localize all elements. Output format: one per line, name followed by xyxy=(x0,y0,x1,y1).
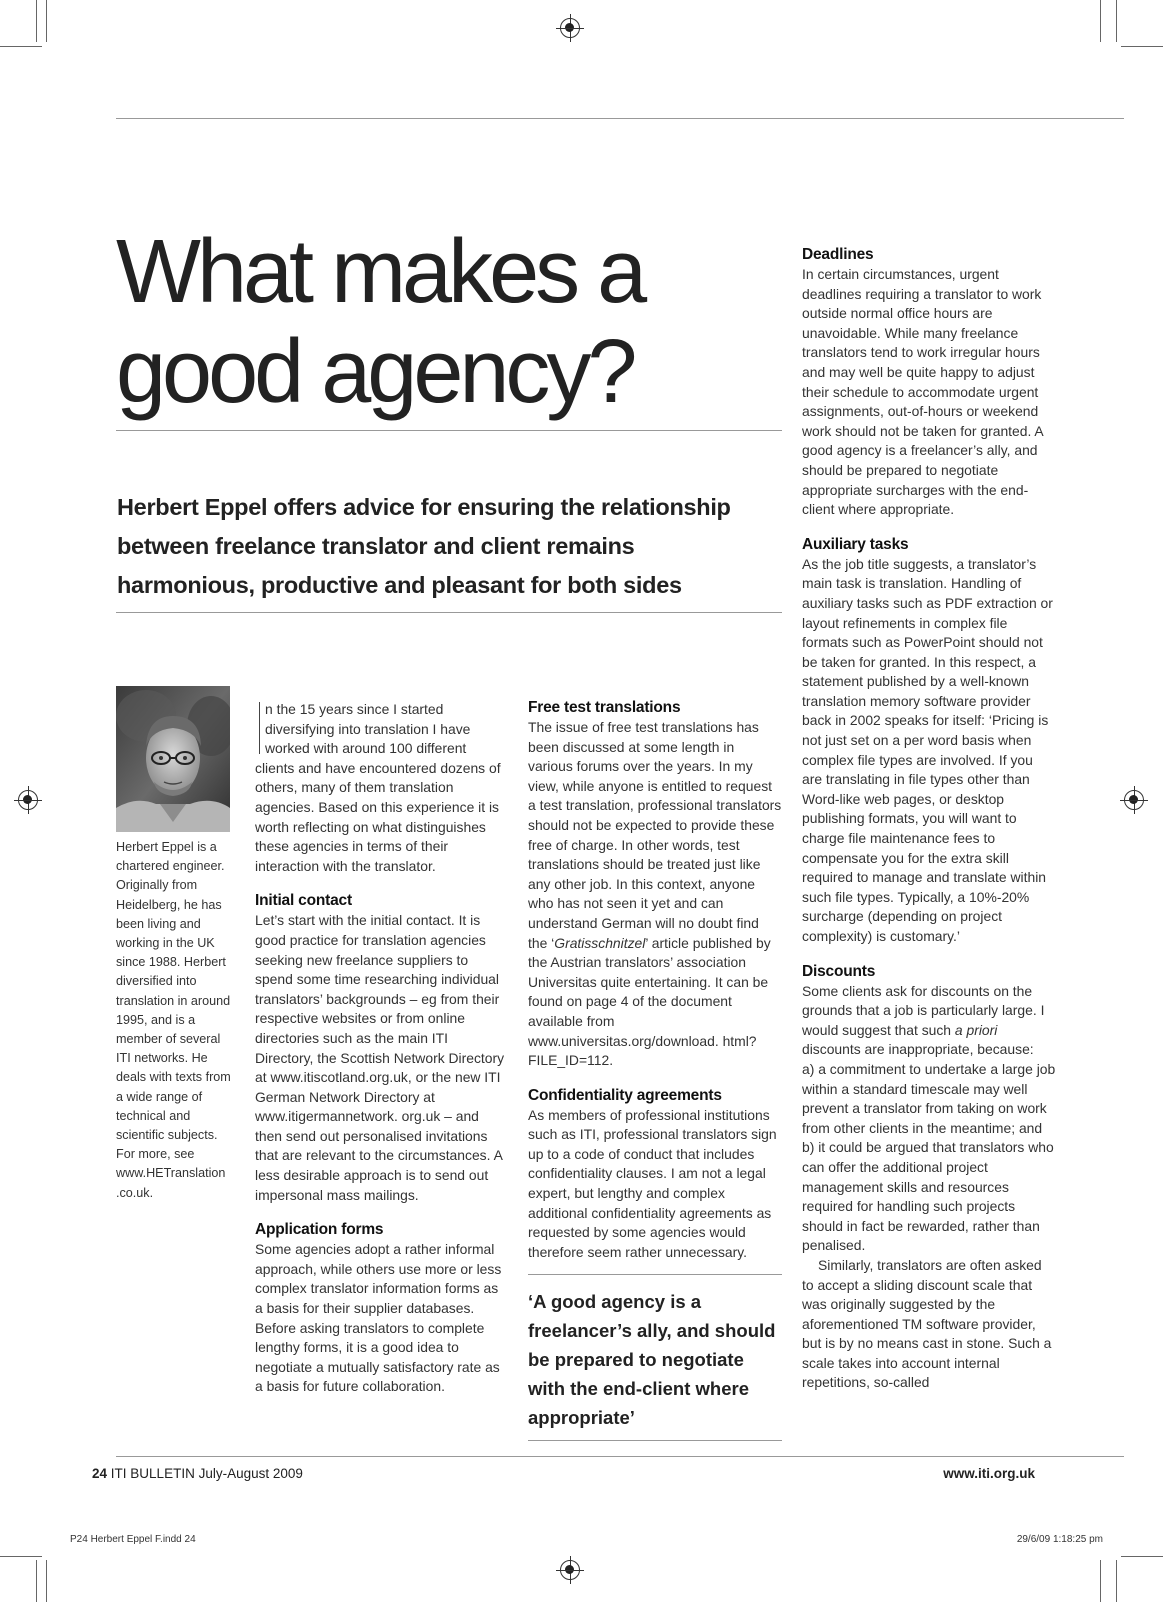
registration-mark-icon xyxy=(560,18,580,38)
paragraph-application-forms: Some agencies adopt a rather informal approach, while others use more or less complex translator information forms as a basis for their supplier databases. Before asking translators to complete lengthy forms, it is a good idea to negotiate a mutually satisfactory rate as a basis for future collaboration. xyxy=(255,1241,502,1395)
title-line-2: good agency? xyxy=(116,322,634,422)
article-title xyxy=(116,222,756,422)
crop-mark xyxy=(46,0,47,42)
paragraph-free-test-translations: The issue of free test translations has been discussed at some length in various forums over the years. In my view, while anyone is entitled to request a test translation, professional translators should not be expected to provide these free of charge. In other words, test translations should be treated just like any other job. In this context, anyone who has not seen it yet and can understand German will no doubt find the ‘Gratisschnitzel’ article published by the Austrian translators’ association Universitas quite entertaining. It can be found on page 4 of the document available from www.universitas.org/download. html?FILE_ID=112. xyxy=(528,719,782,1069)
footer-publication: 24 ITI BULLETIN July-August 2009 xyxy=(92,1466,303,1481)
crop-mark xyxy=(1121,46,1163,47)
heading-deadlines: Deadlines xyxy=(802,246,874,263)
heading-free-test-translations: Free test translations xyxy=(528,699,681,716)
crop-mark xyxy=(36,1560,37,1602)
discount-point-a: a) a commitment to undertake a large job within a standard timescale may well prevent a translator from taking on work from other clients in the meantime; and xyxy=(802,1060,1056,1136)
title-line-1: What makes a xyxy=(116,222,644,322)
heading-confidentiality-agreements: Confidentiality agreements xyxy=(528,1086,722,1104)
author-bio: Herbert Eppel is a chartered engineer. Originally from Heidelberg, he has been living and working in the UK since 1988. Herbert diversified into translation in around 1995, and is a member of several ITI networks. He deals with texts from a wide range of technical and scientific subjects. For more, see www.HETranslation .co.uk. xyxy=(116,840,231,1200)
column-2 xyxy=(528,698,782,1441)
column-3 xyxy=(802,245,1056,1393)
crop-mark xyxy=(1116,0,1117,42)
paragraph-sliding-scale: Similarly, translators are often asked to accept a sliding discount scale that was originally suggested by the aforementioned TM software provider, but is by no means cast in stone. Such a scale takes into account internal repetitions, so-called xyxy=(802,1256,1052,1391)
author-photo xyxy=(116,686,230,832)
paragraph-deadlines: In certain circumstances, urgent deadlines requiring a translator to work outside normal office hours are unavoidable. While many freelance translators tend to work irregular hours and may well be quite happy to adjust their schedule to accommodate urgent assignments, out-of-hours or weekend work should not be taken for granted. A good agency is a freelancer’s ally, and should be prepared to negotiate appropriate surcharges with the end-client where appropriate. xyxy=(802,266,1043,518)
crop-mark xyxy=(1100,1560,1101,1602)
paragraph-initial-contact: Let’s start with the initial contact. It is good practice for translation agencies seeking new freelance suppliers to spend some time researching individual translators’ backgrounds – eg from their respective websites or from online directories such as the main ITI Directory, the Scottish Network Directory at www.itiscotland.org.uk, or the new ITI German Network Directory at www.itigermannetwork. org.uk – and then send out personalised invitations that are relevant to the circumstances. A less desirable approach is to send out impersonal mass mailings. xyxy=(255,912,505,1203)
crop-mark xyxy=(1116,1560,1117,1602)
registration-mark-icon xyxy=(1124,790,1144,810)
heading-initial-contact: Initial contact xyxy=(255,892,352,910)
crop-mark xyxy=(46,1560,47,1602)
title-rule xyxy=(116,430,782,431)
crop-mark xyxy=(1121,1556,1163,1557)
paragraph-confidentiality-agreements: As members of professional institutions such as ITI, professional translators sign up to a code of conduct that includes confidentiality clauses. I am not a legal expert, but lengthy and complex additional confidentiality agreements as requested by some agencies would therefore seem rather unnecessary. xyxy=(528,1106,777,1260)
header-rule xyxy=(116,118,1124,119)
discount-point-b: b) it could be argued that translators who can offer the additional project management skills and resources required for handling such projects should in fact be rewarded, rather than penalised. xyxy=(802,1139,1054,1254)
crop-mark xyxy=(0,46,42,47)
registration-mark-icon xyxy=(560,1560,580,1580)
footer-rule xyxy=(116,1456,1124,1457)
slug-file: P24 Herbert Eppel F.indd 24 xyxy=(70,1534,196,1545)
heading-application-forms: Application forms xyxy=(255,1221,384,1239)
paragraph-auxiliary-tasks: As the job title suggests, a translator’s main task is translation. Handling of auxiliary tasks such as PDF extraction or layout refinements in complex file formats such as PowerPoint should not be taken for granted. In this respect, a statement published by a well-known translation memory software provider back in 2002 speaks for itself: ‘Pricing is not just set on a per word basis when complex file types are involved. If you are translating in file types other than Word-like web pages, or desktop publishing formats, you will want to charge file maintenance fees to compensate you for the extra skill required to manage and translate within such file types. Typically, a 10%-20% surcharge (depending on project complexity) is customary.’ xyxy=(802,555,1053,944)
footer-website: www.iti.org.uk xyxy=(943,1466,1035,1481)
heading-auxiliary-tasks: Auxiliary tasks xyxy=(802,535,909,553)
crop-mark xyxy=(1100,0,1101,42)
crop-mark xyxy=(36,0,37,42)
page-number: 24 xyxy=(92,1466,108,1481)
intro-paragraph: n the 15 years since I started diversifying into translation I have worked with around 100 different clients and have encountered dozens of others, many of them translation agencies. Based on this experience it is worth reflecting on what distinguishes these agencies in terms of their interaction with the translator. xyxy=(255,701,501,874)
column-1 xyxy=(255,700,505,1397)
heading-discounts: Discounts xyxy=(802,962,876,980)
paragraph-discounts: Some clients ask for discounts on the grounds that a job is particularly large. I would suggest that such a priori discounts are inappropriate, because: xyxy=(802,982,1045,1058)
drop-cap-i xyxy=(259,702,260,754)
standfirst-rule xyxy=(116,612,782,613)
standfirst: Herbert Eppel offers advice for ensuring the relationship between freelance translator and client remains harmonious, productive and pleasant for both sides xyxy=(117,494,731,598)
pull-quote: ‘A good agency is a freelancer’s ally, and should be prepared to negotiate with the end-client where appropriate’ xyxy=(528,1291,776,1429)
slug-timestamp: 29/6/09 1:18:25 pm xyxy=(1016,1534,1103,1545)
registration-mark-icon xyxy=(18,790,38,810)
crop-mark xyxy=(0,1556,42,1557)
